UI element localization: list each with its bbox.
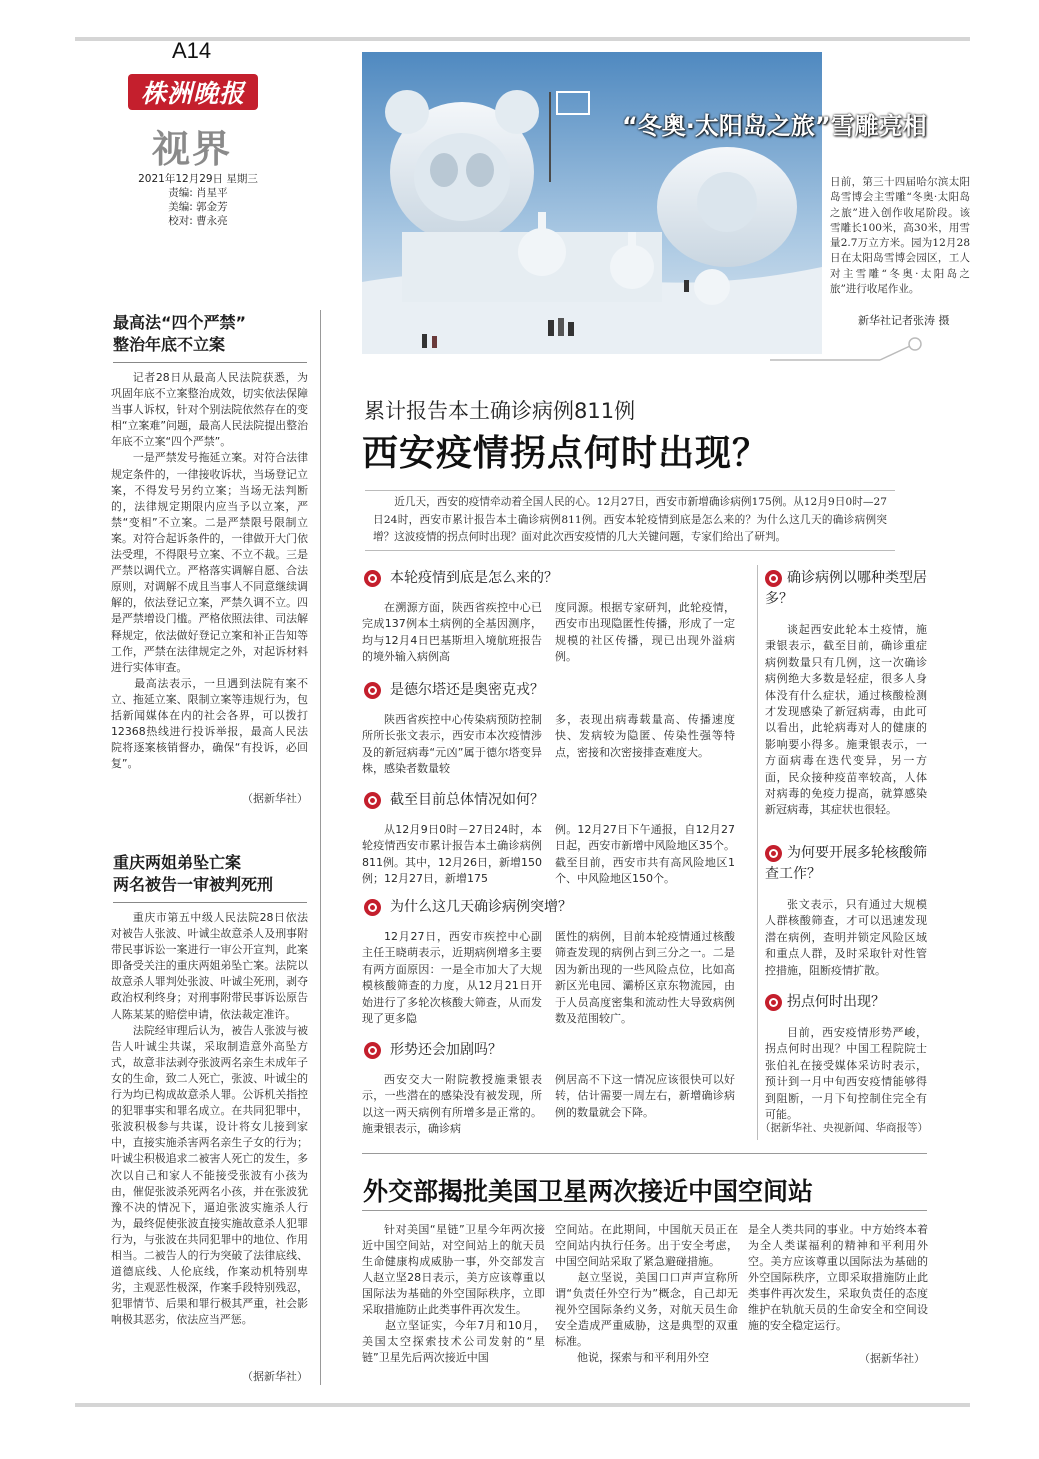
bottom-headline-rule xyxy=(362,1210,927,1211)
question-bullet-icon xyxy=(364,792,381,809)
snow-sculpture-image xyxy=(362,52,822,354)
section-question: 为什么这几天确诊病例突增？ xyxy=(390,899,572,915)
left-story2-body: 重庆市第五中级人民法院28日依法对被告人张波、叶诚尘故意杀人及刑事附带民事诉讼一案进行一审公开宣判，此案即备受关注的重庆两姐弟坠亡案。法院以故意杀人罪判处张波、叶诚尘死刑，剥夺政治权利终身；对刑事附带民事诉讼原告人陈某某的赔偿申请，依法裁定准许。 法院经审理后认为，被告人张波与被告人叶诚尘共谋，采取制造意外高坠方式，故意非法剥夺张波两名亲生未成年子女的生命，致二人死亡，张波、叶诚尘的行为均已构成故意杀人罪。公诉机关指控的犯罪事实和罪名成立。在共同犯罪中，张波积极参与共谋，设计将女儿接到家中，直接实施杀害两名亲生子女的行为；叶诚尘积极追求二被害人死亡的发生，多次以自己和家人不能接受张波有小孩为由，催促张波杀死两名小孩，并在张波犹豫不决的情况下，逼迫张波实施杀人行为，最终促使张波直接实施故意杀人犯罪行为，与张波在共同犯罪中的地位、作用相当。二被告人的行为突破了法律底线、道德底线、人伦底线，作案动机特别卑劣，主观恶性极深，作案手段特别残忍，犯罪情节、后果和罪行极其严重，社会影响极其恶劣，依法应当严惩。 xyxy=(111,911,308,1327)
left-story1-rule xyxy=(113,362,307,363)
photo-caption: 日前，第三十四届哈尔滨太阳岛雪博会主雪雕“冬奥·太阳岛之旅”进入创作收尾阶段。该雪雕长100米，高30米，用雪量2.7万立方米。园为12月28日在太阳岛雪博会园区，工人对主雪雕“冬奥·太阳岛之旅”进行收尾作业。 xyxy=(830,176,970,296)
section-body-col2: 例居高不下这一情况应该很快可以好转，估计需要一周左右，新增确诊病例的数量就会下降。 xyxy=(555,1073,735,1119)
section-body-col1: 12月27日，西安市疾控中心副主任王晓萌表示，近期病例增多主要有两方面原因：一是全市加大了大规模核酸筛查的力度，从12月21日开始进行了多轮次核酸大筛查，从而发现了更多隐 xyxy=(362,930,542,1026)
section-body-col2: 例。12月27日下午通报，自12月27日起，西安市新增中风险地区35个。截至目前，西安市共有高风险地区1个、中风险地区150个。 xyxy=(555,823,735,886)
left-story2-rule xyxy=(113,902,307,903)
section-body-col2: 匿性的病例，目前本轮疫情通过核酸筛查发现的病例占到三分之一。二是因为新出现的一些风险点位，比如高新区光电园、灞桥区京东物流园，由于人员高度密集和流动性大导致病例数及范围较广。 xyxy=(555,930,735,1026)
section-title: 视界 xyxy=(152,127,233,171)
bottom-rule xyxy=(75,1403,970,1407)
question-bullet-icon xyxy=(364,1042,381,1059)
question-bullet-icon xyxy=(364,570,381,587)
page-number: A14 xyxy=(172,38,212,63)
bottom-col2: 空间站。在此期间，中国航天员正在空间站内执行任务。出于安全考虑，中国空间站采取了紧急避碰措施。 赵立坚说，美国口口声声宣称所谓“负责任外空行为”概念，自己却无视外空国际条约义务，对航天员生命安全造成严重威胁，这是典型的双重标准。 他说，探索与和平利用外空 xyxy=(555,1223,738,1364)
right-section-body: 谈起西安此轮本土疫情，施秉银表示，截至目前，确诊重症病例数量只有几例，这一次确诊病例绝大多数是轻症，很多人身体没有什么症状，通过核酸检测才发现感染了新冠病毒，由此可以看出，此轮病毒对人的健康的影响要小得多。施秉银表示，一方面病毒在迭代变异，另一方面，民众接种疫苗率较高，人体对病毒的免疫力提高，就算感染新冠病毒，其症状也很轻。 xyxy=(765,623,927,817)
main-kicker: 累计报告本土确诊病例811例 xyxy=(364,399,636,423)
left-story2-headline: 重庆两姐弟坠亡案 两名被告一审被判死刑 xyxy=(113,853,274,894)
section-body-col1: 西安交大一附院教授施秉银表示，一些潜在的感染没有被发现，所以这一两天病例有所增多是正常的。施秉银表示，确诊病 xyxy=(362,1073,542,1136)
photo-credit: 新华社记者张涛 摄 xyxy=(858,314,950,327)
masthead-logo xyxy=(128,74,258,110)
decorative-connector xyxy=(770,330,970,370)
bottom-col3: 是全人类共同的事业。中方始终本着为全人类谋福利的精神和平利用外空。美方应该尊重以国际法为基础的外空国际秩序，立即采取措施防止此类事件再次发生，采取负责任的态度维护在轨航天员的生命安全和空间设施的安全稳定运行。 xyxy=(748,1223,928,1332)
section-body-col2: 多，表现出病毒载量高、传播速度快、发病较为隐匿、传染性强等特点，密接和次密接排查难度大。 xyxy=(555,713,735,759)
section-question: 截至目前总体情况如何？ xyxy=(390,792,544,808)
section-body-col2: 度同源。根据专家研判，此轮疫情，西安市出现隐匿性传播，形成了一定规模的社区传播，现已出现外溢病例。 xyxy=(555,601,735,664)
right-section-body: 目前，西安疫情形势严峻，拐点何时出现？中国工程院院士张伯礼在接受媒体采访时表示，预计到一月中旬西安疫情能够得到阻断，一月下旬控制住完全有可能。 xyxy=(765,1026,927,1122)
main-source: （据新华社、央视新闻、华商报等） xyxy=(760,1122,928,1134)
photo-title: “冬奥·太阳岛之旅”雪雕亮相 xyxy=(622,112,927,140)
editor-credit: 责编: 肖星平 xyxy=(168,187,228,199)
snow-sculpture-photo xyxy=(362,52,822,354)
section-body-col1: 从12月9日0时－27日24时，本轮疫情西安市累计报告本土确诊病例811例。其中，12月26日，新增150例；12月27日，新增175 xyxy=(362,823,542,886)
right-column-divider xyxy=(757,565,758,1140)
right-section-question: 确诊病例以哪种类型居多？ xyxy=(765,570,927,607)
issue-date: 2021年12月29日 星期三 xyxy=(138,173,258,185)
masthead-logo-text: 株洲晚报 xyxy=(140,79,245,108)
section-body-col1: 在溯源方面，陕西省疾控中心已完成137例本土病例的全基因测序，均与12月4日巴基斯坦入境航班报告的境外输入病例高 xyxy=(362,601,542,664)
left-story1-headline: 最高法“四个严禁” 整治年底不立案 xyxy=(113,313,247,354)
question-bullet-icon xyxy=(364,899,381,916)
bottom-col1: 针对美国“星链”卫星今年两次接近中国空间站，对空间站上的航天员生命健康构成威胁一事，外交部发言人赵立坚28日表示，美方应该尊重以国际法为基础的外空国际秩序，立即采取措施防止此类事件再次发生。 赵立坚证实，今年7月和10月，美国太空探索技术公司发射的“星链”卫星先后两次接近中国 xyxy=(362,1223,545,1364)
section-body-col1: 陕西省疾控中心传染病预防控制所所长张文表示，西安市本次疫情涉及的新冠病毒“元凶”属于德尔塔变异株，感染者数量较 xyxy=(362,713,542,776)
section-question: 本轮疫情到底是怎么来的？ xyxy=(390,570,558,586)
main-headline: 西安疫情拐点何时出现？ xyxy=(362,433,770,474)
left-story1-source: （据新华社） xyxy=(242,792,308,805)
right-section-body: 张文表示，只有通过大规模人群核酸筛查，才可以迅速发现潜在病例，查明并锁定风险区域和重点人群，及时采取针对性管控措施，阻断疫情扩散。 xyxy=(765,898,927,977)
bottom-headline: 外交部揭批美国卫星两次接近中国空间站 xyxy=(363,1177,814,1206)
bottom-top-rule xyxy=(362,1153,927,1154)
question-bullet-icon xyxy=(364,682,381,699)
section-question: 形势还会加剧吗？ xyxy=(390,1042,502,1058)
proofreader-credit: 校对: 曹永亮 xyxy=(168,215,228,227)
bottom-source: （据新华社） xyxy=(859,1352,925,1365)
left-story2-source: （据新华社） xyxy=(242,1370,308,1383)
left-story1-body: 记者28日从最高人民法院获悉，为巩固年底不立案整治成效，切实依法保障当事人诉权，针对个别法院依然存在的变相“立案难”问题，最高人民法院提出整治年底不立案“四个严禁”。 一是严禁发号拖延立案。对符合法律规定条件的，一律接收诉状，当场登记立案，不得发号另约立案；当场无法判断的，法律规定期限内应当予以立案，严禁“变相”不立案。二是严禁限号限制立案。对符合起诉条件的，一律做开大门依法受理，不得限号立案、不立不裁。三是严禁以调代立。严格落实调解自愿、合法原则，对调解不成且当事人不同意继续调解的，依法登记立案，严禁久调不立。四是严禁增设门槛。严格依照法律、司法解释规定，依法做好登记立案和补正告知等工作，严禁在法律规定之外，对起诉材料进行实体审查。 最高法表示，一旦遇到法院有案不立、拖延立案、限制立案等违规行为，包括新闻媒体在内的社会各界，可以拨打12368热线进行投诉举报，最高人民法院将逐案核销督办，确保“有投诉，必回复”。 xyxy=(111,371,308,771)
left-column-divider xyxy=(320,310,321,1385)
main-lead: 近几天，西安的疫情牵动着全国人民的心。12月27日，西安市新增确诊病例175例。从12月9日0时—27日24时，西安市累计报告本土确诊病例811例。西安本轮疫情到底是怎么来的？为什么这几天的确诊病例突增？这波疫情的拐点何时出现？面对此次西安疫情的几大关键问题，专家们给出了研判。 xyxy=(365,490,895,551)
right-section-question: 拐点何时出现？ xyxy=(787,994,885,1010)
designer-credit: 美编: 郭金芳 xyxy=(168,201,228,213)
section-question: 是德尔塔还是奥密克戎？ xyxy=(390,682,544,698)
masthead-meta xyxy=(128,172,268,228)
right-section-question: 为何要开展多轮核酸筛查工作？ xyxy=(765,845,927,882)
